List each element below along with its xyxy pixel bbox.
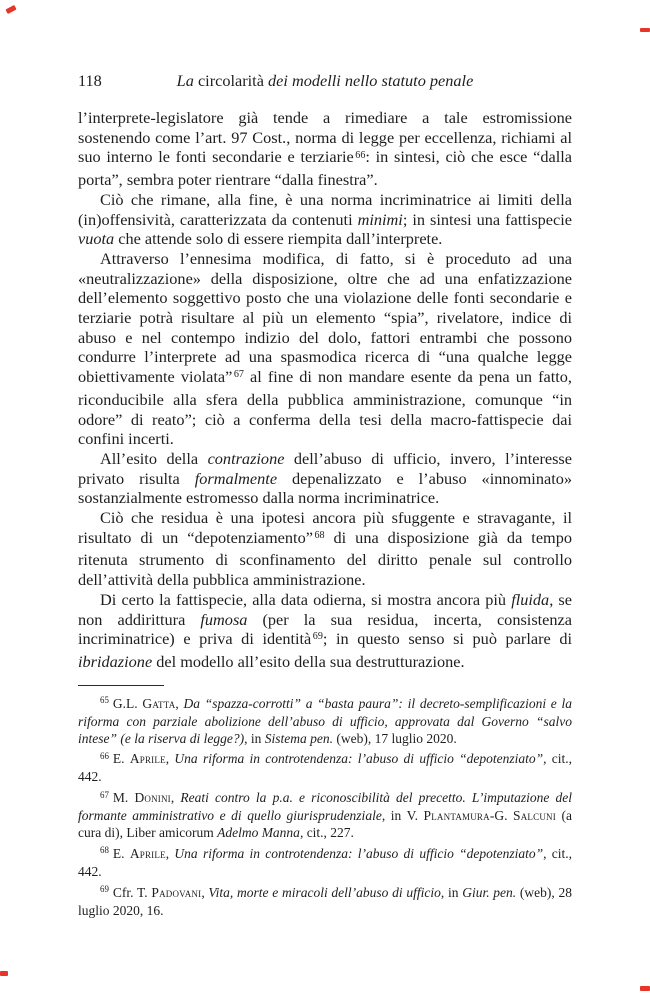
footnote-run: Salcuni	[513, 808, 556, 824]
body-paragraph	[78, 249, 572, 449]
body-text	[78, 108, 572, 672]
body-paragraph-run: 69	[312, 631, 323, 643]
body-paragraph-run: 66	[355, 149, 366, 161]
body-paragraph	[78, 190, 572, 249]
footnote-run: , in	[440, 884, 463, 900]
body-paragraph-run: minimi	[357, 209, 403, 229]
body-paragraph-run: All’esito della	[100, 448, 208, 468]
footnote-run: Sistema pen.	[264, 730, 333, 746]
body-paragraph-run: formalmente	[194, 468, 278, 488]
footnote-run: ,	[201, 884, 209, 900]
footnote-number: 66	[100, 750, 109, 761]
footnote-run: Una riforma in controtendenza: l’abuso di ufficio “depotenziato”	[174, 845, 544, 861]
body-paragraph-run: (per la sua residua, incerta, consistenza incriminatrice) e priva di identità	[78, 609, 572, 649]
footnote-run: E.	[112, 751, 130, 767]
footnote-run: Gatta	[142, 695, 176, 711]
footnote-separator-rule	[78, 685, 164, 686]
footnote-run: Reati contro la p.a. e riconoscibilità del precetto. L’imputazione del formante amministrativo e di quello giurisprudenziale	[78, 790, 572, 824]
footnote-run: (web), 28 luglio 2020, 16.	[78, 884, 572, 918]
footnote	[78, 790, 572, 842]
scan-edge-mark-right	[640, 28, 650, 32]
footnote-run: -G.	[489, 808, 514, 824]
footnote	[78, 846, 572, 881]
footnote-run: Una riforma in controtendenza: l’abuso di ufficio “depotenziato”	[174, 751, 544, 767]
running-title-run: circolarità	[197, 71, 269, 90]
footnote-run: Adelmo Manna	[217, 825, 300, 841]
footnote-run: Donini	[134, 790, 171, 806]
body-paragraph-run: l’interprete-legislatore già tende a rimediare a tale estromissione sostenendo come l’art. 97 Cost., norma di legge per eccellenza, richiami al suo interno le fonti secondarie e terziarie	[78, 108, 572, 167]
footnote-run: Aprile	[129, 845, 166, 861]
footnotes-block	[78, 696, 572, 920]
footnote-number: 65	[100, 695, 109, 706]
body-paragraph	[78, 449, 572, 508]
body-paragraph-run: : in sintesi, ciò che esce “dalla porta”, sembra poter rientrare “dalla finestra”.	[78, 147, 572, 190]
footnote-run: , cit., 442.	[78, 845, 573, 879]
body-paragraph-run: ; in questo senso si può parlare di	[322, 629, 572, 649]
footnote-run: ,	[170, 790, 181, 806]
body-paragraph-run: depenalizzato e l’abuso «innominato» sostanzialmente estromesso dalla norma incriminatrice.	[78, 468, 573, 508]
footnote-run: , cit., 442.	[78, 751, 573, 785]
footnote-number: 69	[100, 884, 109, 895]
footnote	[78, 885, 572, 920]
body-paragraph-run: dell’abuso di ufficio, invero, l’interesse privato risulta	[78, 448, 572, 488]
footnote-run: M.	[112, 790, 135, 806]
scan-edge-mark-bottom-left	[0, 971, 8, 976]
page-header	[78, 71, 572, 91]
body-paragraph-run: che attende solo di essere riempita dall’interprete.	[114, 229, 443, 249]
body-paragraph-run: Di certo la fattispecie, alla data odierna, si mostra ancora più	[100, 589, 512, 609]
body-paragraph-run: Ciò che rimane, alla fine, è una norma incriminatrice ai limiti della (in)offensività, caratterizzata da contenuti	[78, 189, 572, 229]
body-paragraph-run: fluida	[511, 589, 550, 609]
footnote-run: Giur. pen.	[462, 884, 517, 900]
footnote	[78, 696, 572, 748]
footnote-run: , in	[244, 730, 265, 746]
scan-edge-mark-top-left	[5, 5, 16, 14]
footnote-run: , in V.	[381, 808, 424, 824]
footnote-run: Da “spazza-corrotti” a “basta paura”: il decreto-semplificazioni e la riforma con parziale abolizione dell’abuso di ufficio, approvata dal Governo “salvo intese” (e la riserva di legge?)	[78, 695, 572, 746]
footnote-run: Cfr. T.	[112, 884, 152, 900]
body-paragraph-run: fumosa	[200, 609, 248, 629]
body-paragraph-run: 67	[233, 369, 244, 381]
footnote-run: Padovani	[151, 884, 202, 900]
body-paragraph-run: ibridazione	[78, 651, 153, 671]
body-paragraph-run: 68	[314, 529, 325, 541]
body-paragraph-run: al fine di non mandare esente da pena un fatto, riconducibile alla sfera della pubblica amministrazione, comunque “in odore” di reato”; ciò a conferma della tesi della macro-fattispecie dai confini incerti.	[78, 367, 572, 449]
text-column	[78, 71, 572, 924]
scan-edge-mark-bottom-right	[640, 986, 650, 991]
body-paragraph	[78, 590, 572, 672]
footnote-run: ,	[165, 845, 175, 861]
body-paragraph-run: del modello all’esito della sua destrutturazione.	[152, 651, 465, 671]
body-paragraph-run: , se non addirittura	[78, 589, 572, 629]
running-title	[78, 71, 572, 91]
footnote-run: ,	[165, 751, 175, 767]
page-number: 118	[78, 71, 102, 90]
footnote-run: (a cura di), Liber amicorum	[78, 808, 572, 841]
body-paragraph-run: di una disposizione già da tempo ritenuta strumento di sconfinamento del diritto penale sul controllo dell’attività della pubblica amministrazione.	[78, 527, 572, 590]
body-paragraph-run: ; in sintesi una fattispecie	[402, 209, 572, 229]
running-title-run: La	[176, 71, 198, 90]
footnote-run: G.L.	[112, 695, 143, 711]
body-paragraph-run: contrazione	[207, 448, 285, 468]
body-paragraph-run: vuota	[78, 229, 115, 249]
footnote-run: , cit., 227.	[299, 825, 354, 841]
footnote-number: 68	[100, 845, 109, 856]
footnote-run: Plantamura	[423, 808, 490, 824]
footnote	[78, 751, 572, 786]
body-paragraph-run: Attraverso l’ennesima modifica, di fatto, si è proceduto ad una «neutralizzazione» della disposizione, oltre che ad una enfatizzazione dell’elemento soggettivo posto che una violazione delle fonti secondarie e terziarie potrà risultare al più un elemento “spia”, rivelatore, indice di abuso e nel contempo indizio del dolo, fattori entrambi che possono condurre l’interprete ad una spasmodica ricerca di “una qualche legge obiettivamente violata”	[78, 248, 572, 387]
footnote-run: ,	[175, 695, 184, 711]
running-title-run: dei modelli nello statuto penale	[268, 71, 474, 90]
body-paragraph-run: Ciò che residua è una ipotesi ancora più sfuggente e stravagante, il risultato di un “depotenziamento”	[78, 508, 572, 547]
footnote-run: Aprile	[129, 751, 166, 767]
body-paragraph	[78, 108, 572, 190]
body-paragraph	[78, 508, 572, 590]
footnote-run: E.	[112, 845, 130, 861]
footnote-run: (web), 17 luglio 2020.	[332, 730, 457, 746]
footnote-number: 67	[100, 789, 109, 800]
footnote-run: Vita, morte e miracoli dell’abuso di ufficio	[208, 884, 441, 900]
